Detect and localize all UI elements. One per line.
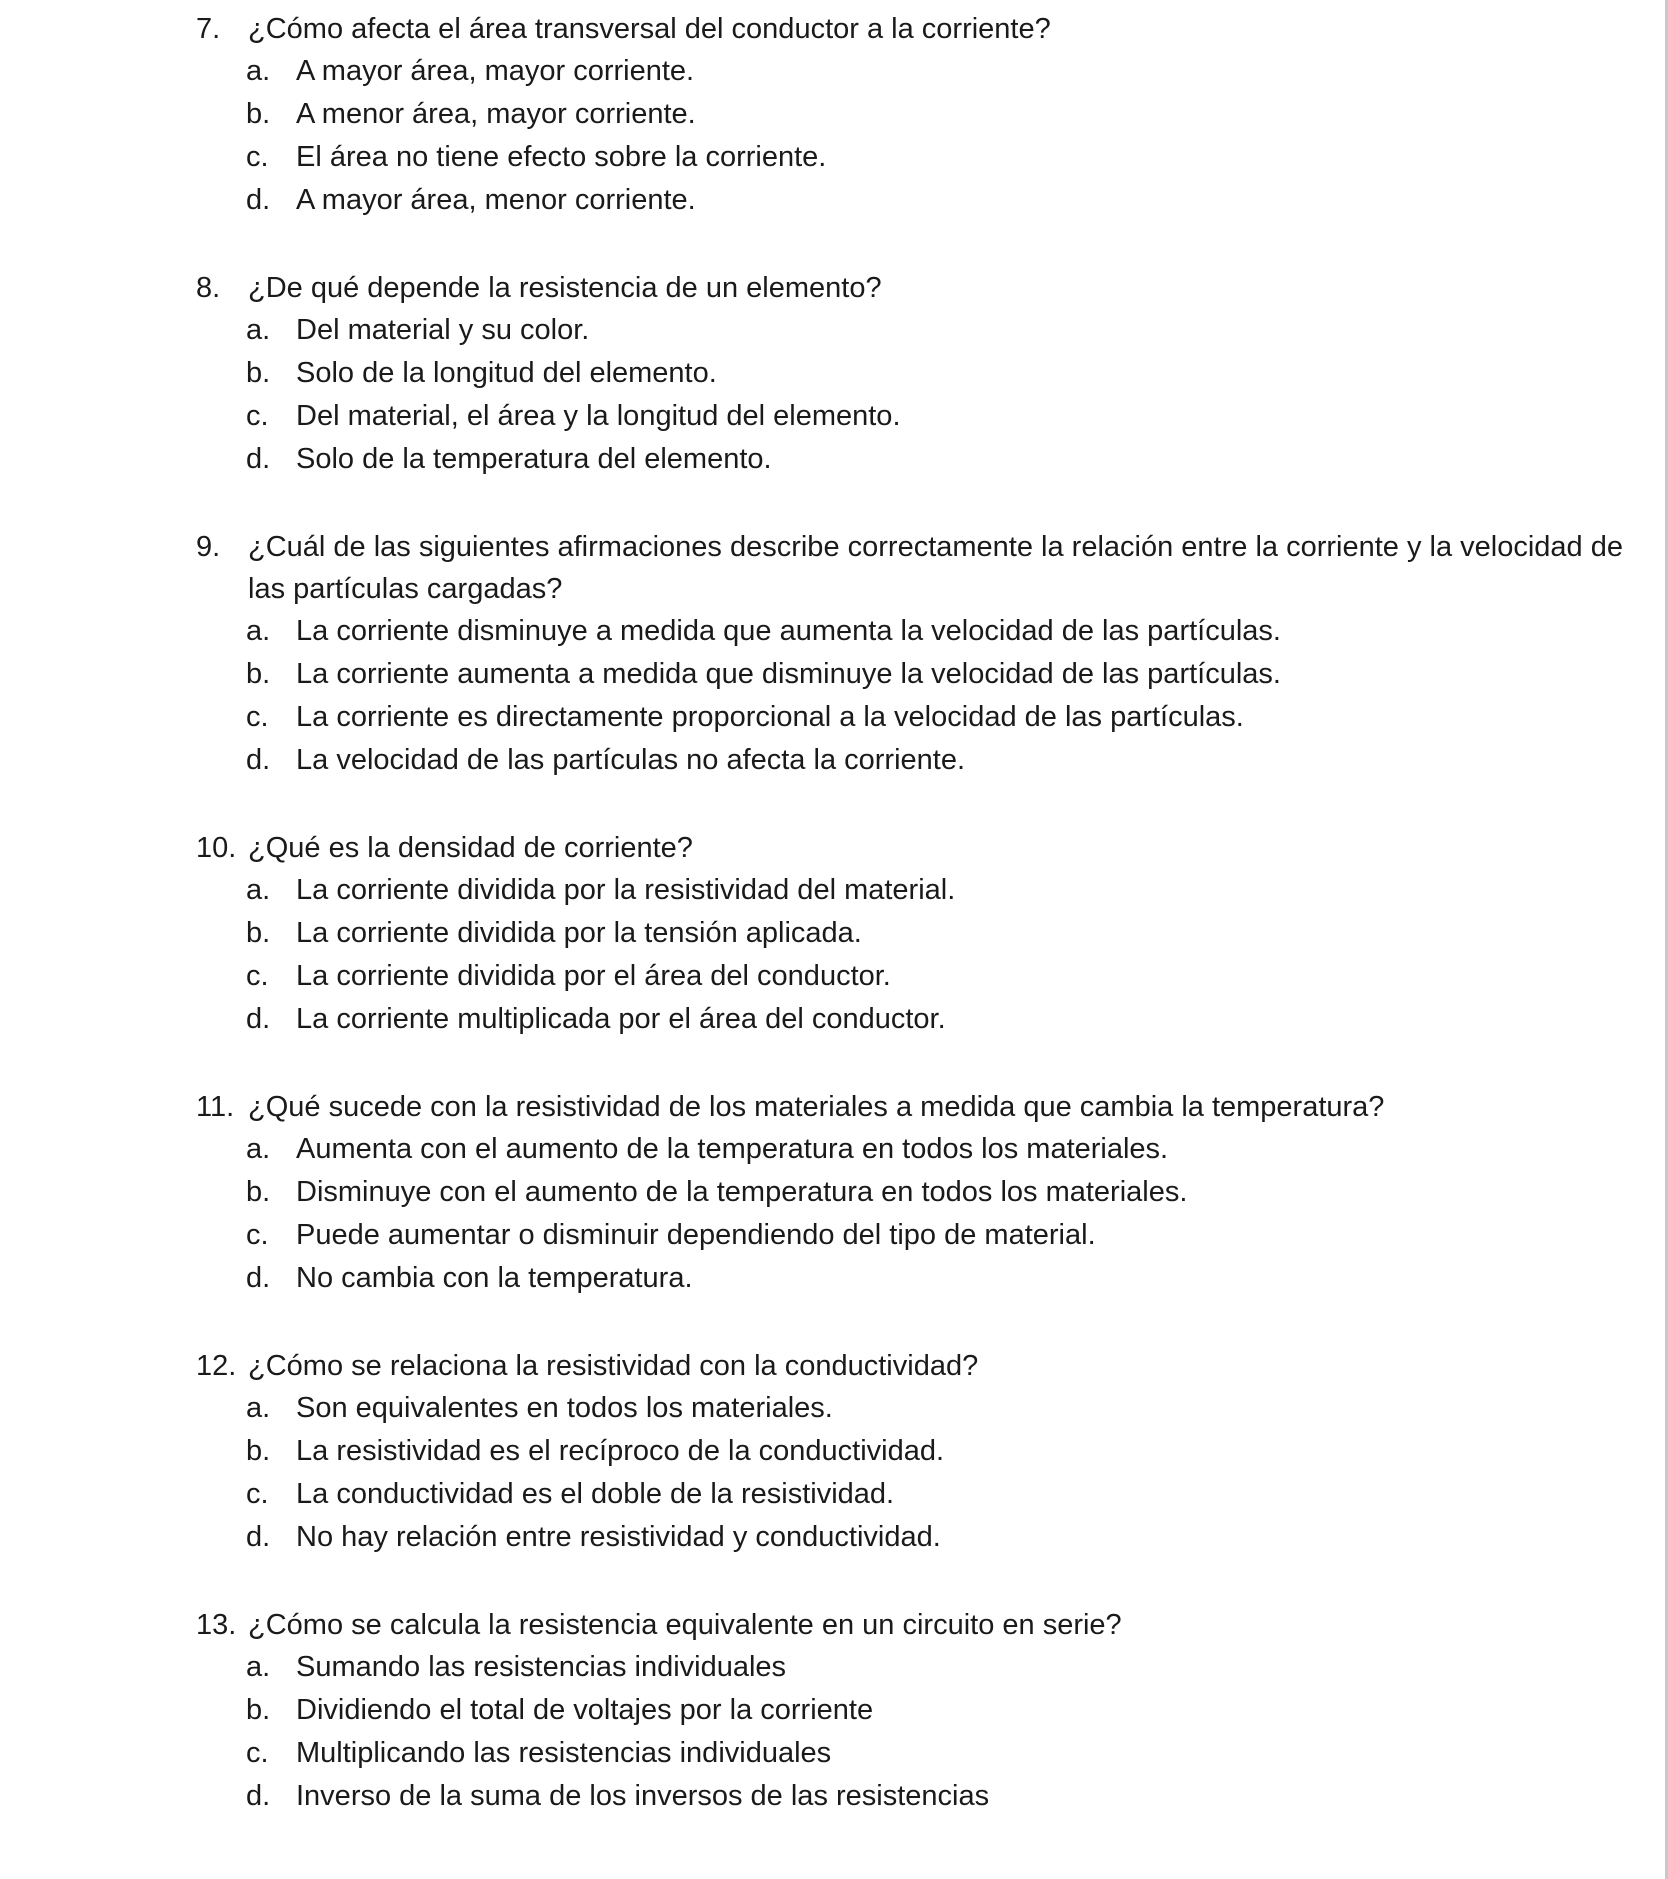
question-number: 10. [196,832,237,864]
option-letter: d. [246,443,271,475]
option-letter: c. [246,1737,269,1769]
option-letter: b. [246,98,271,130]
answer-option [0,1430,1640,1473]
option-text: Solo de la longitud del elemento. [296,357,717,389]
option-text: La conductividad es el doble de la resistividad. [296,1478,895,1510]
question-stem [0,827,1640,869]
option-text: A menor área, mayor corriente. [296,98,696,130]
answer-option [0,653,1640,696]
option-text: Inverso de la suma de los inversos de las resistencias [296,1780,990,1812]
option-text: Disminuye con el aumento de la temperatura en todos los materiales. [296,1176,1188,1208]
question-number: 9. [196,531,221,563]
question-block [0,1345,1640,1559]
answer-option [0,1732,1640,1775]
option-text: No cambia con la temperatura. [296,1262,693,1294]
question-block [0,1604,1640,1818]
option-text: A mayor área, mayor corriente. [296,55,695,87]
quiz-list [0,8,1640,1863]
option-letter: b. [246,357,271,389]
answer-option [0,395,1640,438]
answer-option [0,1775,1640,1818]
question-number: 8. [196,272,221,304]
option-letter: a. [246,314,271,346]
question-block [0,827,1640,1041]
option-letter: d. [246,1780,271,1812]
question-stem [0,1086,1640,1128]
question-number: 12. [196,1350,237,1382]
question-block [0,526,1640,782]
question-number: 11. [196,1091,235,1123]
option-letter: a. [246,1392,271,1424]
option-letter: d. [246,744,271,776]
answer-option [0,438,1640,481]
answer-option [0,1128,1640,1171]
question-block [0,1086,1640,1300]
question-text: ¿Qué es la densidad de corriente? [248,832,693,864]
answer-option [0,1171,1640,1214]
answer-option [0,955,1640,998]
answer-option [0,1516,1640,1559]
option-text: La corriente aumenta a medida que disminuye la velocidad de las partículas. [296,658,1281,690]
option-letter: c. [246,701,269,733]
option-letter: b. [246,1176,271,1208]
answer-option [0,998,1640,1041]
answer-option [0,1387,1640,1430]
option-text: El área no tiene efecto sobre la corriente. [296,141,827,173]
answer-option [0,869,1640,912]
question-block [0,8,1640,222]
question-text: ¿Cómo se relaciona la resistividad con la conductividad? [248,1350,979,1382]
answer-option [0,179,1640,222]
option-text: Del material y su color. [296,314,590,346]
option-letter: a. [246,874,271,906]
answer-option [0,1473,1640,1516]
option-text: La velocidad de las partículas no afecta la corriente. [296,744,966,776]
question-number: 13. [196,1609,237,1641]
option-text: La corriente dividida por la resistividad del material. [296,874,956,906]
option-letter: c. [246,1478,269,1510]
option-letter: a. [246,55,271,87]
option-letter: c. [246,141,269,173]
option-letter: b. [246,658,271,690]
option-text: Multiplicando las resistencias individuales [296,1737,832,1769]
answer-option [0,93,1640,136]
answer-option [0,739,1640,782]
question-number: 7. [196,13,221,45]
answer-option [0,136,1640,179]
option-text: Son equivalentes en todos los materiales. [296,1392,833,1424]
option-letter: d. [246,184,271,216]
question-stem [0,1604,1640,1646]
option-letter: d. [246,1521,271,1553]
option-letter: b. [246,1435,271,1467]
answer-option [0,50,1640,93]
option-text: Solo de la temperatura del elemento. [296,443,772,475]
option-text: Dividiendo el total de voltajes por la corriente [296,1694,874,1726]
option-letter: d. [246,1262,271,1294]
answer-option [0,309,1640,352]
question-text: ¿Qué sucede con la resistividad de los materiales a medida que cambia la temperatura? [248,1091,1385,1123]
question-stem [0,526,1640,610]
question-block [0,267,1640,481]
option-text: La corriente dividida por el área del conductor. [296,960,891,992]
question-text: ¿Cuál de las siguientes afirmaciones describe correctamente la relación entre la corriente y la velocidad de las partículas cargadas? [248,531,1623,605]
answer-option [0,1257,1640,1300]
option-text: La corriente es directamente proporcional a la velocidad de las partículas. [296,701,1244,733]
option-letter: c. [246,960,269,992]
option-letter: c. [246,1219,269,1251]
answer-option [0,1689,1640,1732]
option-letter: c. [246,400,269,432]
option-text: La corriente multiplicada por el área del conductor. [296,1003,946,1035]
question-stem [0,8,1640,50]
question-text: ¿Cómo se calcula la resistencia equivalente en un circuito en serie? [248,1609,1122,1641]
option-letter: a. [246,1651,271,1683]
question-text: ¿Cómo afecta el área transversal del conductor a la corriente? [248,13,1051,45]
option-text: A mayor área, menor corriente. [296,184,696,216]
question-text: ¿De qué depende la resistencia de un elemento? [248,272,882,304]
answer-option [0,610,1640,653]
answer-option [0,1214,1640,1257]
option-letter: b. [246,1694,271,1726]
answer-option [0,1646,1640,1689]
option-text: Del material, el área y la longitud del elemento. [296,400,901,432]
option-text: Sumando las resistencias individuales [296,1651,787,1683]
option-letter: a. [246,1133,271,1165]
answer-option [0,696,1640,739]
option-text: La corriente disminuye a medida que aumenta la velocidad de las partículas. [296,615,1281,647]
option-text: Puede aumentar o disminuir dependiendo del tipo de material. [296,1219,1096,1251]
option-text: La resistividad es el recíproco de la conductividad. [296,1435,945,1467]
option-text: No hay relación entre resistividad y conductividad. [296,1521,941,1553]
option-text: La corriente dividida por la tensión aplicada. [296,917,862,949]
option-text: Aumenta con el aumento de la temperatura en todos los materiales. [296,1133,1169,1165]
option-letter: a. [246,615,271,647]
option-letter: d. [246,1003,271,1035]
answer-option [0,912,1640,955]
question-stem [0,1345,1640,1387]
answer-option [0,352,1640,395]
option-letter: b. [246,917,271,949]
question-stem [0,267,1640,309]
